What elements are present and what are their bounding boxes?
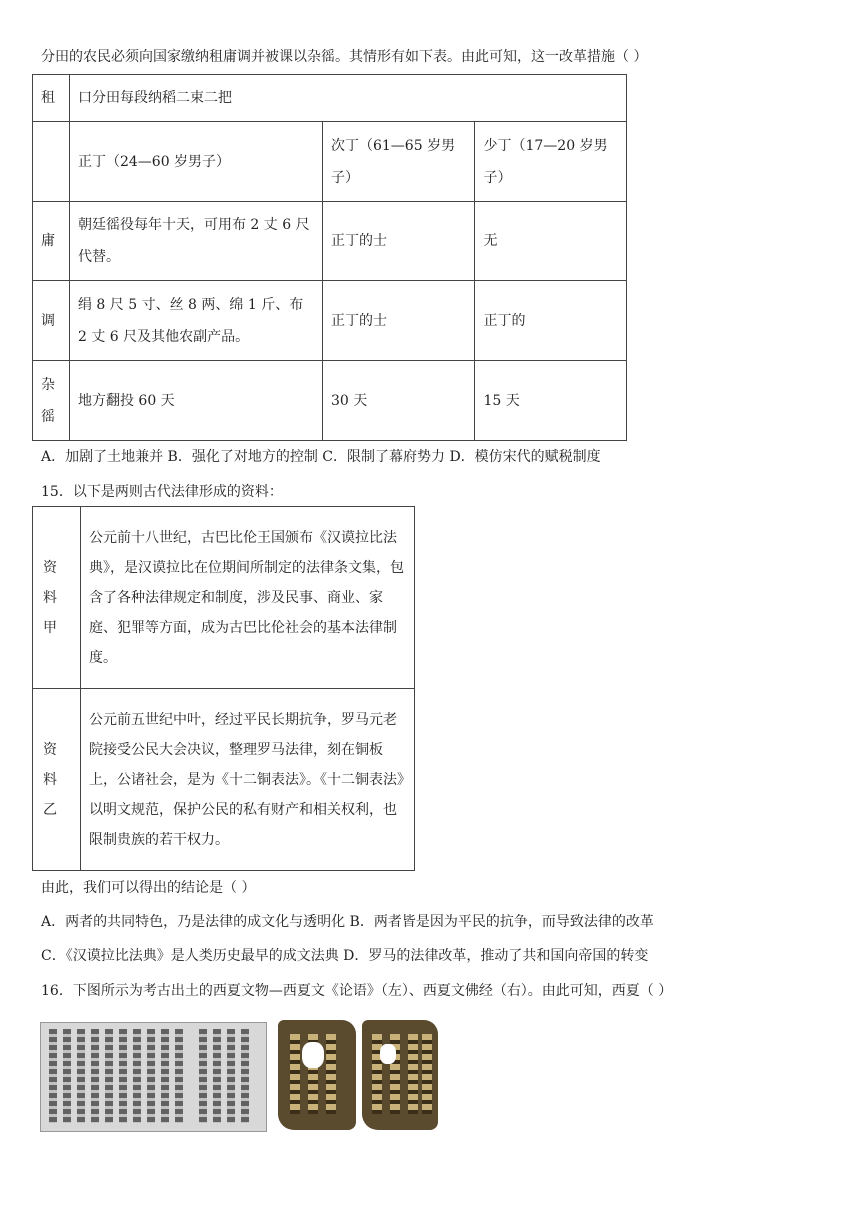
- label-material-a: 资料甲: [33, 507, 81, 689]
- table-row: [33, 75, 627, 122]
- xixia-analects-image: [40, 1022, 267, 1132]
- header-ciding: 次丁（61—65 岁男子）: [322, 122, 475, 202]
- row-label-yong: 庸: [33, 202, 70, 281]
- table-row: [33, 361, 627, 441]
- diao-zhengding: 绢 8 尺 5 寸、丝 8 两、绵 1 斤、布 2 丈 6 尺及其他农副产品。: [69, 281, 322, 361]
- q15-options-ab: A．两者的共同特色，乃是法律的成文化与透明化 B．两者皆是因为平民的抗争，而导致法律的改革: [41, 914, 654, 930]
- table-row: [33, 689, 415, 871]
- q15-question: 由此，我们可以得出的结论是（ ）: [41, 880, 256, 896]
- row-label-diao: 调: [33, 281, 70, 361]
- text-material-b: 公元前五世纪中叶，经过平民长期抗争，罗马元老院接受公民大会决议，整理罗马法律，刻在铜板上，公诸社会，是为《十二铜表法》。《十二铜表法》以明文规范，保护公民的私有财产和相关权利，也限制贵族的若干权力。: [80, 689, 414, 871]
- zayao-ciding: 30 天: [322, 361, 475, 441]
- q14-intro: 分田的农民必须向国家缴纳租庸调并被课以杂徭。其情形有如下表。由此可知，这一改革措施（ ）: [41, 49, 648, 65]
- table-row: [33, 122, 627, 202]
- yong-shaoding: 无: [475, 202, 627, 281]
- row-label-zayao: 杂徭: [33, 361, 70, 441]
- zu-content: 口分田每段纳稻二束二把: [69, 75, 626, 122]
- tax-table: [32, 74, 627, 441]
- q15-options-cd: C．《汉谟拉比法典》是人类历史最早的成文法典 D．罗马的法律改革，推动了共和国向帝国的转变: [41, 948, 649, 964]
- zayao-shaoding: 15 天: [475, 361, 627, 441]
- table-row: [33, 281, 627, 361]
- law-table: [32, 506, 415, 871]
- table-row: [33, 202, 627, 281]
- text-material-a: 公元前十八世纪，古巴比伦王国颁布《汉谟拉比法典》，是汉谟拉比在位期间所制定的法律条文集，包含了各种法律规定和制度，涉及民事、商业、家庭、犯罪等方面，成为古巴比伦社会的基本法律制度。: [80, 507, 414, 689]
- q14-options: A．加剧了土地兼并 B．强化了对地方的控制 C．限制了幕府势力 D．模仿宋代的赋税制度: [41, 449, 601, 465]
- yong-zhengding: 朝廷徭役每年十天，可用布 2 丈 6 尺代替。: [69, 202, 322, 281]
- table-row: [33, 507, 415, 689]
- zayao-zhengding: 地方翻投 60 天: [69, 361, 322, 441]
- label-material-b: 资料乙: [33, 689, 81, 871]
- row-label-zu: 租: [33, 75, 70, 122]
- q15-intro: 15．以下是两则古代法律形成的资料：: [41, 484, 283, 500]
- header-zhengding: 正丁（24—60 岁男子）: [69, 122, 322, 202]
- xixia-sutra-image-left: [278, 1020, 356, 1130]
- xixia-sutra-image-right: [362, 1020, 438, 1130]
- diao-ciding: 正丁的士: [322, 281, 475, 361]
- header-shaoding: 少丁（17—20 岁男子）: [475, 122, 627, 202]
- yong-ciding: 正丁的士: [322, 202, 475, 281]
- q16-intro: 16．下图所示为考古出土的西夏文物—西夏文《论语》（左）、西夏文佛经（右）。由此可知，西夏（ ）: [41, 983, 673, 999]
- diao-shaoding: 正丁的: [475, 281, 627, 361]
